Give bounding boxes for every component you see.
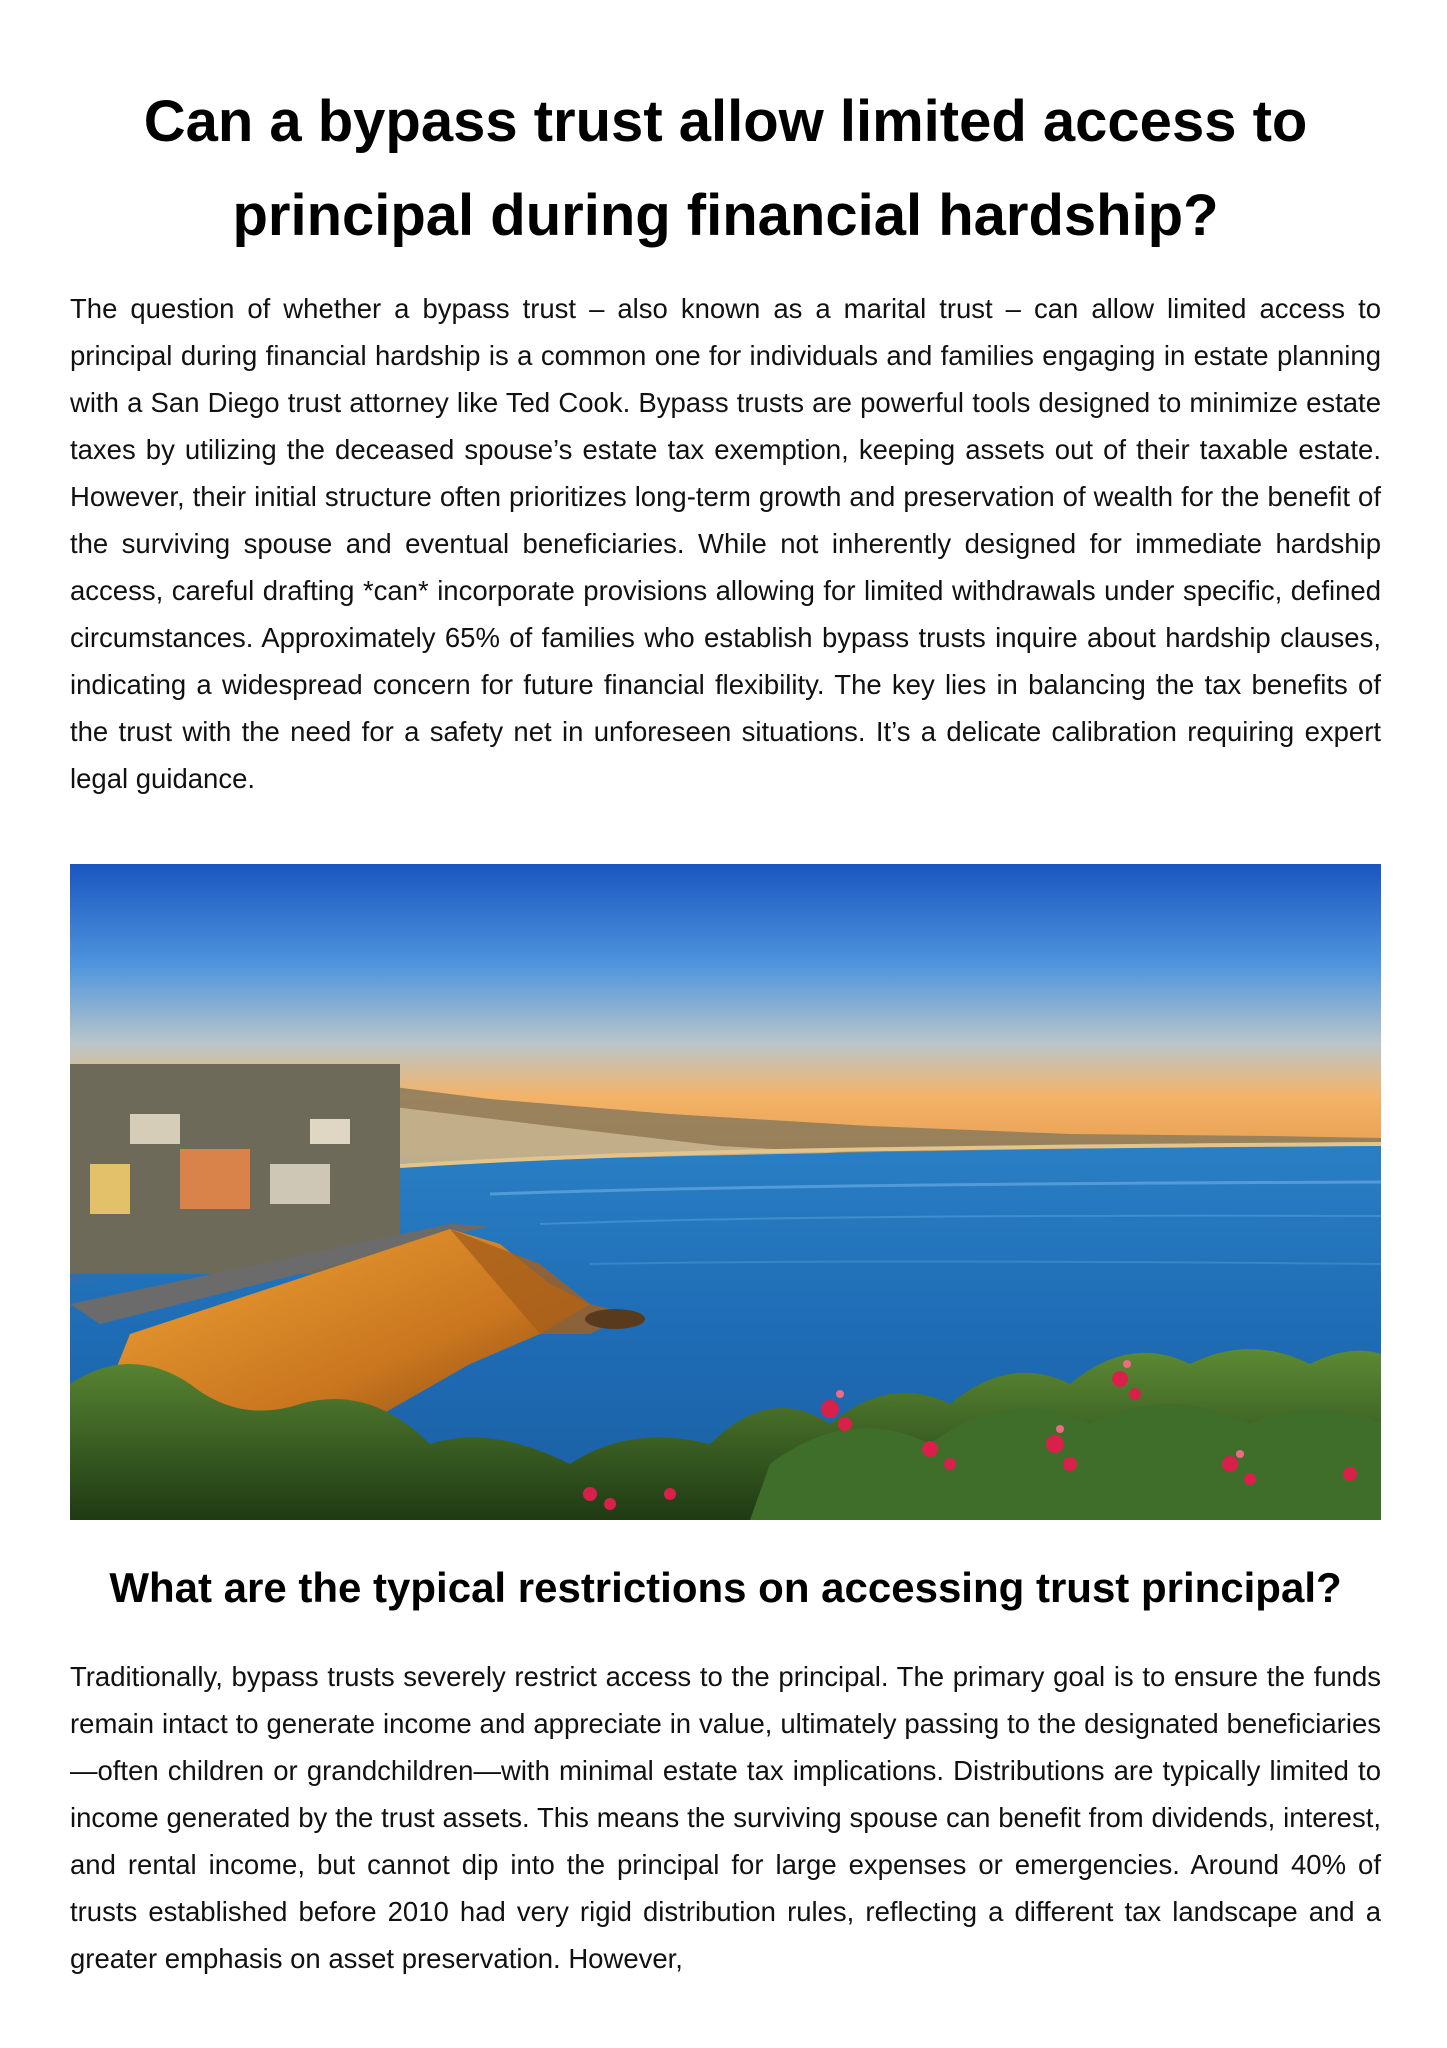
intro-paragraph: The question of whether a bypass trust – also known as a marital trust – can allow limited access to principal during financial hardship is a common one for individuals and families engaging in estate planning with a San Diego trust attorney like Ted Cook. Bypass trusts are powerful tools designed to minimize estate taxes by utilizing the deceased spouse’s estate tax exemption, keeping assets out of their taxable estate. However, their initial structure often prioritizes long-term growth and preservation of wealth for the benefit of the surviving spouse and eventual beneficiaries. While not inherently designed for immediate hardship access, careful drafting *can* incorporate provisions allowing for limited withdrawals under specific, defined circumstances. Approximately 65% of families who establish bypass trusts inquire about hardship clauses, indicating a widespread concern for future financial flexibility. The key lies in balancing the tax benefits of the trust with the need for a safety net in unforeseen situations. It’s a delicate calibration requiring expert legal guidance.	[70, 293, 1381, 794]
section-heading: What are the typical restrictions on accessing trust principal?	[109, 1564, 1342, 1611]
coastal-landscape-photo	[70, 864, 1381, 1520]
page-title: Can a bypass trust allow limited access to principal during financial hardship?	[143, 89, 1308, 248]
section-paragraph: Traditionally, bypass trusts severely restrict access to the principal. The primary goal is to ensure the funds remain intact to generate income and appreciate in value, ultimately passing to the designated beneficiaries—often children or grandchildren—with minimal estate tax implications. Distributions are typically limited to income generated by the trust assets. This means the surviving spouse can benefit from dividends, interest, and rental income, but cannot dip into the principal for large expenses or emergencies. Around 40% of trusts established before 2010 had very rigid distribution rules, reflecting a different tax landscape and a greater emphasis on asset preservation. However,	[70, 1661, 1381, 1974]
